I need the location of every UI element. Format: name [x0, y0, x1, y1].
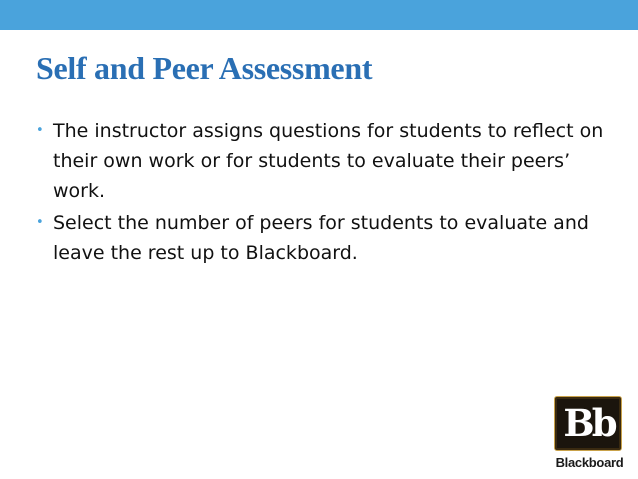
bullet-text: Select the number of peers for students to evaluate and leave the rest up to Blackboard.: [53, 212, 589, 264]
bullet-list: [36, 116, 611, 270]
logo-mark: Bb: [563, 401, 615, 445]
slide-title: Self and Peer Assessment: [36, 50, 373, 86]
bullet-item: [36, 116, 611, 206]
bullet-icon: •: [36, 123, 44, 138]
bullet-text: The instructor assigns questions for students to reflect on their own work or for students to evaluate their peers’ work.: [53, 120, 604, 202]
top-accent-bar: [0, 0, 638, 30]
blackboard-logo: [549, 396, 630, 474]
bullet-icon: •: [36, 215, 44, 230]
bullet-item: [36, 208, 611, 268]
logo-badge: [554, 396, 622, 451]
logo-wordmark: Blackboard: [555, 455, 624, 470]
